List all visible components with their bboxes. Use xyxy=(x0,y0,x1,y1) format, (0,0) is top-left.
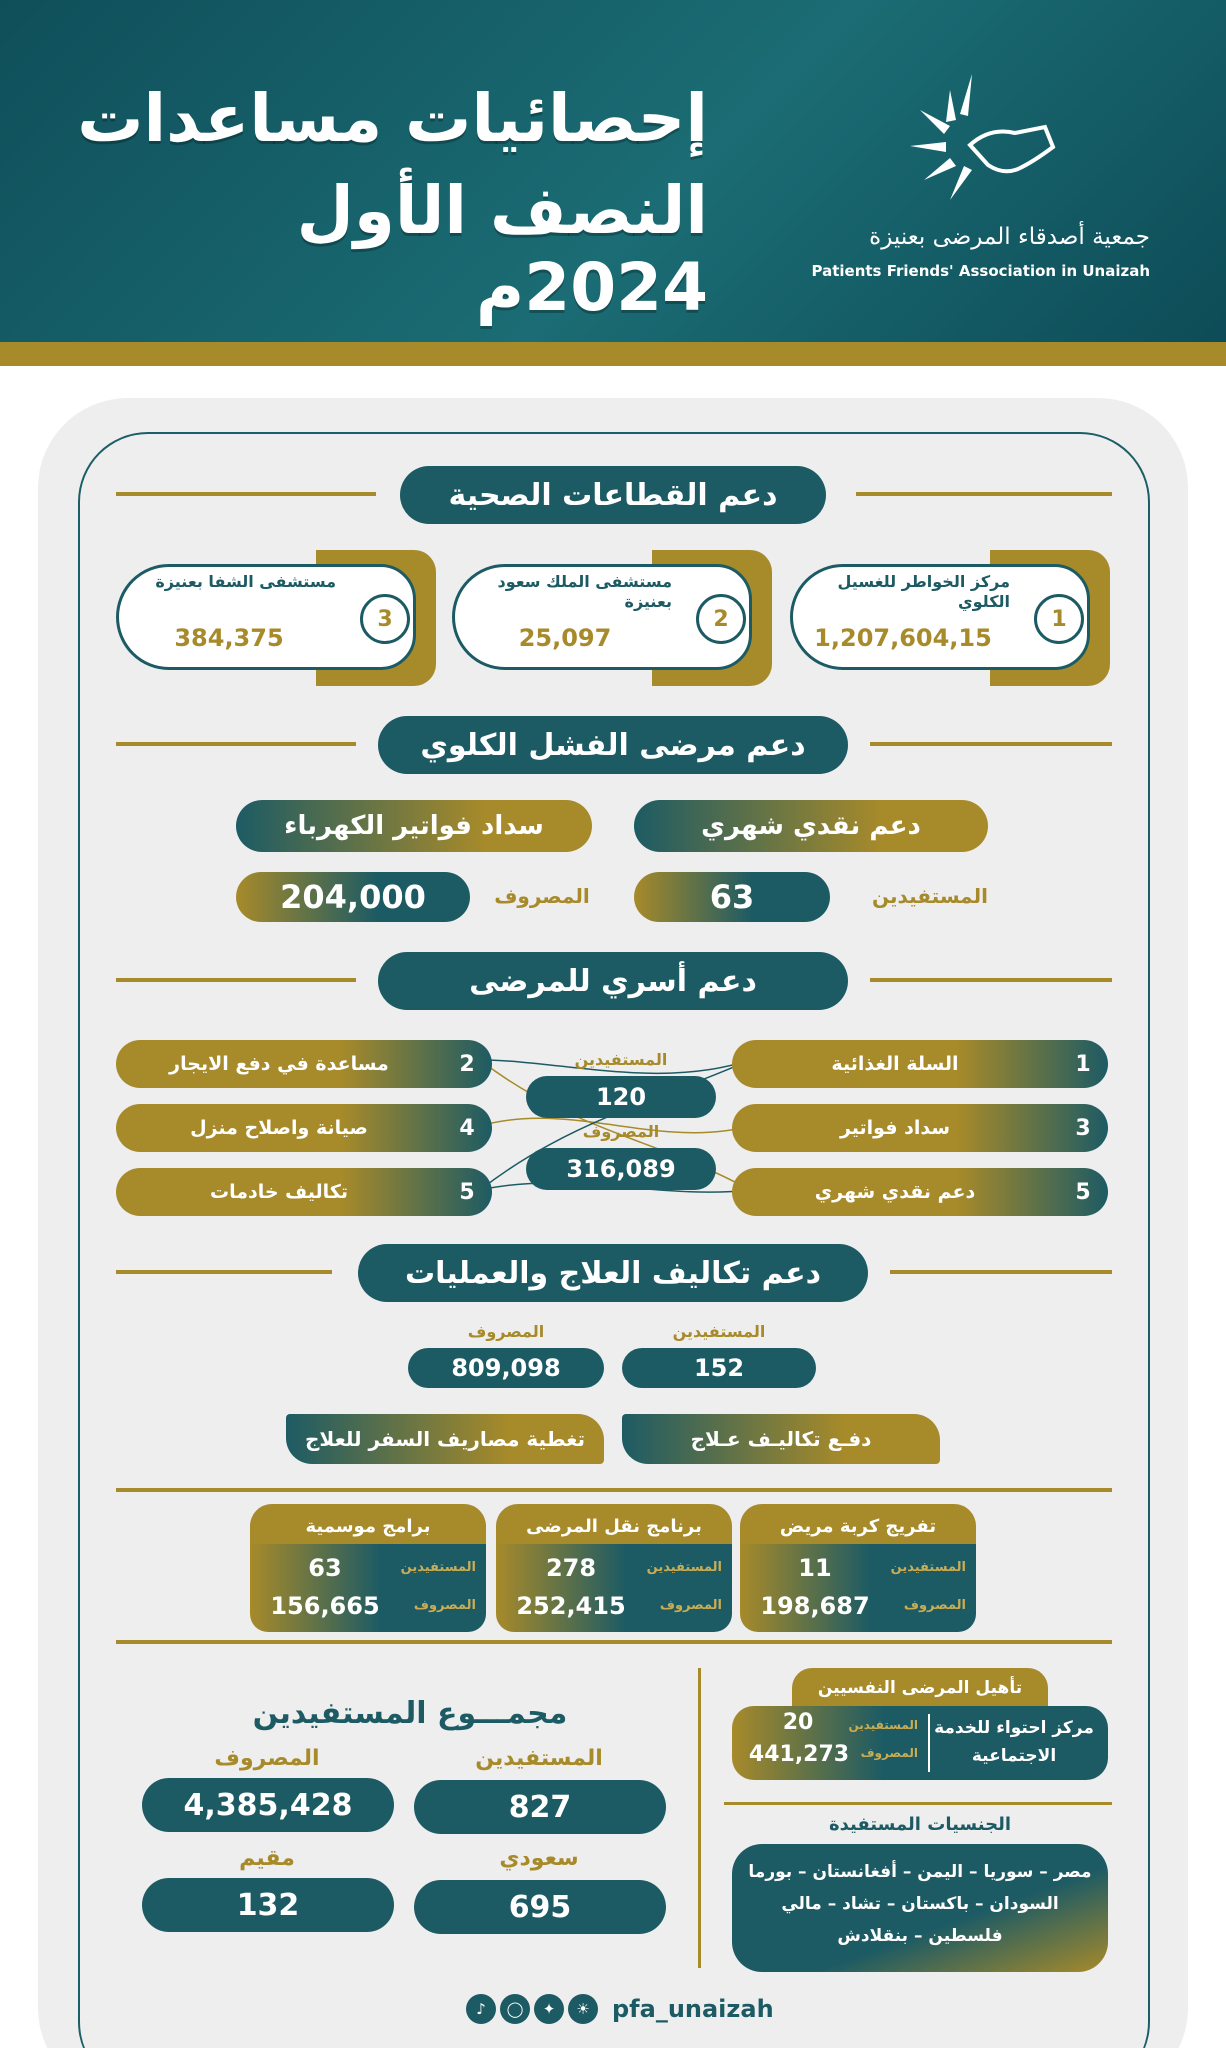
item-number: 2 xyxy=(459,1051,475,1077)
item-number: 5 xyxy=(1075,1179,1091,1205)
hospital-card-1 xyxy=(790,550,1110,686)
kidney-electricity: سداد فواتير الكهرباء xyxy=(236,800,592,852)
section-title-kidney: دعم مرضى الفشل الكلوي xyxy=(378,716,848,774)
family-beneficiaries-label: المستفيدين xyxy=(574,1050,668,1069)
nationalities-line3: فلسطين – بنقلادش xyxy=(837,1926,1003,1946)
family-spent-label: المصروف xyxy=(582,1122,660,1141)
item-label: السلة الغذائية xyxy=(831,1053,959,1075)
family-beneficiaries-value: 120 xyxy=(526,1076,716,1118)
section-rule xyxy=(724,1802,1112,1805)
treatment-item-pay-costs: دفـع تكاليـف عـلاج xyxy=(622,1414,940,1464)
item-label: مساعدة في دفع الايجار xyxy=(169,1053,389,1075)
item-number: 3 xyxy=(1075,1115,1091,1141)
hospital-name: مستشفى الشفا بعنيزة xyxy=(155,572,336,591)
totals-spent-label: المصروف xyxy=(214,1746,320,1771)
section-rule xyxy=(116,742,356,746)
kidney-beneficiaries-label: المستفيدين xyxy=(872,884,988,908)
psych-ben-label: المستفيدين xyxy=(848,1718,918,1732)
treatment-beneficiaries-label: المستفيدين xyxy=(672,1322,766,1341)
program-card-patient-relief xyxy=(740,1504,976,1632)
family-item-rent xyxy=(116,1040,492,1088)
section-rule xyxy=(870,978,1112,982)
snapchat-icon[interactable]: ☀ xyxy=(568,1994,598,2024)
kidney-beneficiaries-value: 63 xyxy=(634,872,830,922)
program-ben-value: 278 xyxy=(545,1554,597,1582)
item-label: تكاليف خادمات xyxy=(209,1181,349,1203)
program-spent-label: المصروف xyxy=(903,1598,966,1613)
psych-ben-value: 20 xyxy=(782,1710,814,1735)
psych-title: تأهيل المرضى النفسيين xyxy=(792,1668,1048,1708)
item-number: 1 xyxy=(1075,1051,1091,1077)
treatment-item-travel: تغطية مصاريف السفر للعلاج xyxy=(286,1414,604,1464)
nationalities-line2: السودان – باكستان – تشاد – مالي xyxy=(781,1894,1059,1914)
item-number: 5 xyxy=(459,1179,475,1205)
page-title-line1: إحصائيات مساعدات xyxy=(77,80,708,157)
hospital-name: مركز الخواطر للغسيل الكلوي xyxy=(837,572,1010,611)
program-title: برنامج نقل المرضى xyxy=(496,1504,732,1548)
family-item-cash xyxy=(732,1168,1108,1216)
program-title: تفريج كربة مريض xyxy=(740,1504,976,1548)
social-handle[interactable]: pfa_unaizah xyxy=(612,1995,774,2023)
program-card-transport xyxy=(496,1504,732,1632)
nationalities-title: الجنسيات المستفيدة xyxy=(828,1814,1011,1835)
program-card-seasonal xyxy=(250,1504,486,1632)
totals-saudi-value: 695 xyxy=(414,1880,666,1934)
section-title-treatment: دعم تكاليف العلاج والعمليات xyxy=(358,1244,868,1302)
hospital-value: 384,375 xyxy=(174,624,284,652)
psych-spent-value: 441,273 xyxy=(748,1742,850,1767)
program-spent-value: 252,415 xyxy=(516,1592,626,1620)
section-rule xyxy=(116,1270,332,1274)
program-spent-label: المصروف xyxy=(413,1598,476,1613)
card-number: 2 xyxy=(696,594,746,644)
totals-title: مجمـــوع المستفيدين xyxy=(252,1696,568,1731)
instagram-icon[interactable]: ◯ xyxy=(500,1994,530,2024)
program-ben-label: المستفيدين xyxy=(400,1560,476,1575)
family-item-food xyxy=(732,1040,1108,1088)
vertical-divider xyxy=(698,1668,701,1968)
totals-beneficiaries-label: المستفيدين xyxy=(475,1746,603,1771)
org-name-english: Patients Friends' Association in Unaizah xyxy=(811,262,1150,280)
card-number: 1 xyxy=(1034,594,1084,644)
program-ben-label: المستفيدين xyxy=(890,1560,966,1575)
tiktok-icon[interactable]: ♪ xyxy=(466,1994,496,2024)
hospital-name: مستشفى الملك سعود بعنيزة xyxy=(497,572,672,611)
item-number: 4 xyxy=(459,1115,475,1141)
twitter-icon[interactable]: ✦ xyxy=(534,1994,564,2024)
item-label: سداد فواتير xyxy=(839,1117,951,1139)
treatment-spent-value: 809,098 xyxy=(408,1348,604,1388)
psych-divider xyxy=(928,1714,930,1772)
kidney-spent-value: 204,000 xyxy=(236,872,470,922)
program-ben-value: 63 xyxy=(308,1554,342,1582)
org-name-arabic: جمعية أصدقاء المرضى بعنيزة xyxy=(869,224,1150,250)
totals-saudi-label: سعودي xyxy=(499,1846,579,1871)
card-number: 3 xyxy=(360,594,410,644)
program-spent-value: 156,665 xyxy=(270,1592,380,1620)
section-rule xyxy=(116,1640,1112,1644)
family-spent-value: 316,089 xyxy=(526,1148,716,1190)
treatment-beneficiaries-value: 152 xyxy=(622,1348,816,1388)
gold-divider-band xyxy=(0,342,1226,366)
nationalities-line1: مصر – سوريا – اليمن – أفغانستان – بورما xyxy=(748,1862,1092,1882)
hospital-card-2 xyxy=(452,550,772,686)
treatment-spent-label: المصروف xyxy=(467,1322,545,1341)
section-rule xyxy=(116,978,356,982)
section-rule xyxy=(116,492,376,496)
section-rule xyxy=(116,1488,1112,1492)
family-item-bills xyxy=(732,1104,1108,1152)
psych-center: مركز احتواء للخدمة الاجتماعية xyxy=(934,1718,1094,1766)
hospital-value: 25,097 xyxy=(518,624,612,652)
program-ben-value: 11 xyxy=(798,1554,832,1582)
kidney-spent-label: المصروف xyxy=(494,884,590,908)
association-logo-icon xyxy=(880,50,1100,220)
family-item-maids xyxy=(116,1168,492,1216)
totals-resident-value: 132 xyxy=(142,1878,394,1932)
totals-spent-value: 4,385,428 xyxy=(142,1778,394,1832)
section-title-health: دعم القطاعات الصحية xyxy=(400,466,826,524)
kidney-monthly-cash: دعم نقدي شهري xyxy=(634,800,988,852)
family-item-repair xyxy=(116,1104,492,1152)
page-title-line2: النصف الأول 2024م xyxy=(296,172,708,326)
item-label: صيانة واصلاح منزل xyxy=(190,1117,368,1139)
hospital-card-3 xyxy=(116,550,436,686)
section-rule xyxy=(890,1270,1112,1274)
program-ben-label: المستفيدين xyxy=(646,1560,722,1575)
totals-beneficiaries-value: 827 xyxy=(414,1780,666,1834)
program-title: برامج موسمية xyxy=(250,1504,486,1548)
section-title-family: دعم أسري للمرضى xyxy=(378,952,848,1010)
psych-spent-label: المصروف xyxy=(860,1746,918,1760)
section-rule xyxy=(870,742,1112,746)
section-rule xyxy=(856,492,1112,496)
totals-resident-label: مقيم xyxy=(239,1846,295,1871)
item-label: دعم نقدي شهري xyxy=(814,1181,976,1203)
program-spent-label: المصروف xyxy=(659,1598,722,1613)
hospital-value: 1,207,604,15 xyxy=(814,624,992,652)
header-banner xyxy=(0,0,1226,342)
program-spent-value: 198,687 xyxy=(760,1592,870,1620)
social-links xyxy=(466,1994,774,2024)
